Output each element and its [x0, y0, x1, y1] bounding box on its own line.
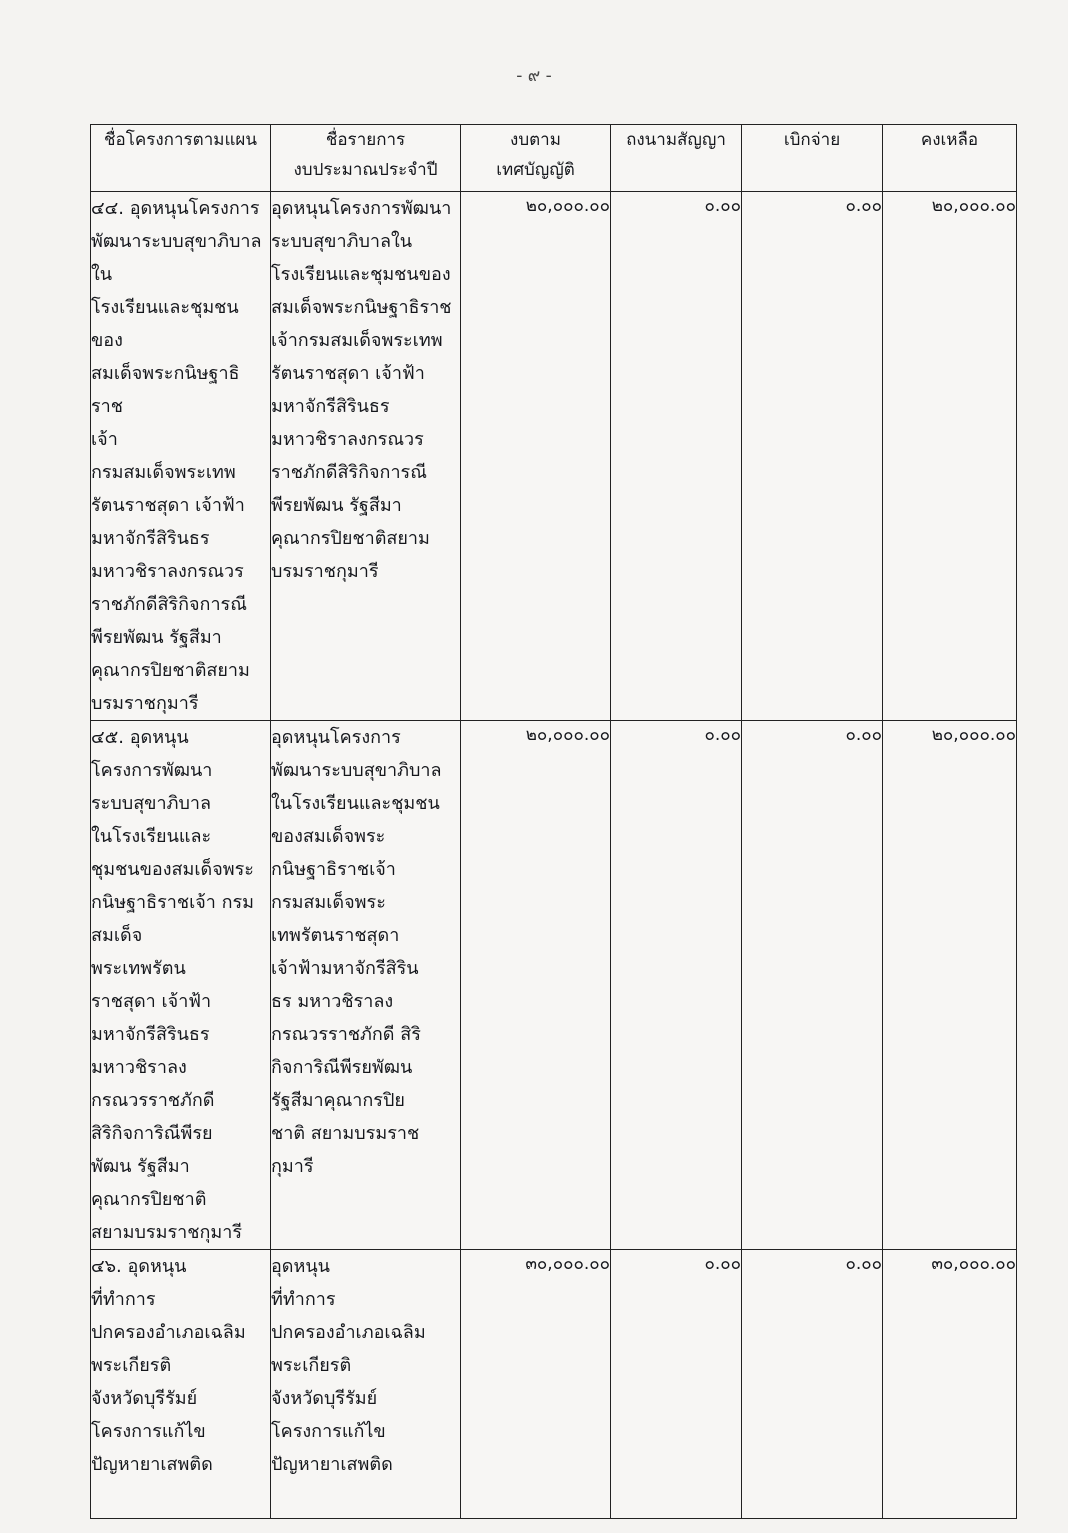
header-disbursed: เบิกจ่าย: [742, 125, 883, 192]
disbursed-cell: ๐.๐๐: [742, 192, 883, 721]
contract-cell: ๐.๐๐: [611, 1250, 742, 1519]
header-row: [91, 125, 1017, 192]
table-row: [91, 1250, 1017, 1519]
header-project-name: ชื่อโครงการตามแผน: [91, 125, 271, 192]
contract-cell: ๐.๐๐: [611, 192, 742, 721]
contract-cell: ๐.๐๐: [611, 721, 742, 1250]
header-budget-item: ชื่อรายการ งบประมาณประจำปี: [271, 125, 461, 192]
budget-item-cell: อุดหนุนโครงการพัฒนา ระบบสุขาภิบาลใน โรงเรียนและชุมชนของ สมเด็จพระกนิษฐาธิราช เจ้ากรมสมเด็จพระเทพ รัตนราชสุดา เจ้าฟ้า มหาจักรีสิรินธร มหาวชิราลงกรณวร ราชภักดีสิริกิจการณี พีรยพัฒน รัฐสีมา คุณากรปิยชาติสยาม บรมราชกุมารี: [271, 192, 461, 721]
header-remaining: คงเหลือ: [883, 125, 1017, 192]
budget-table: [90, 124, 1017, 1519]
budget-cell: ๓๐,๐๐๐.๐๐: [461, 1250, 611, 1519]
disbursed-cell: ๐.๐๐: [742, 721, 883, 1250]
header-contract: ถงนามสัญญา: [611, 125, 742, 192]
table-row: [91, 721, 1017, 1250]
budget-cell: ๒๐,๐๐๐.๐๐: [461, 192, 611, 721]
remaining-cell: ๒๐,๐๐๐.๐๐: [883, 721, 1017, 1250]
table-row: [91, 192, 1017, 721]
project-name-cell: ๔๔. อุดหนุนโครงการ พัฒนาระบบสุขาภิบาลใน โรงเรียนและชุมชนของ สมเด็จพระกนิษฐาธิราช เจ้า กรมสมเด็จพระเทพ รัตนราชสุดา เจ้าฟ้า มหาจักรีสิรินธร มหาวชิราลงกรณวร ราชภักดีสิริกิจการณี พีรยพัฒน รัฐสีมา คุณากรปิยชาติสยาม บรมราชกุมารี: [91, 192, 271, 721]
page-number: - ๙ -: [516, 66, 552, 86]
project-name-cell: ๔๕. อุดหนุน โครงการพัฒนา ระบบสุขาภิบาล ในโรงเรียนและ ชุมชนของสมเด็จพระ กนิษฐาธิราชเจ้า กรม สมเด็จ พระเทพรัตน ราชสุดา เจ้าฟ้า มหาจักรีสิรินธร มหาวชิราลง กรณวรราชภักดี สิริกิจการิณีพีรย พัฒน รัฐสีมา คุณากรปิยชาติ สยามบรมราชกุมารี: [91, 721, 271, 1250]
budget-item-cell: อุดหนุน ที่ทำการ ปกครองอำเภอเฉลิม พระเกียรติ จังหวัดบุรีรัมย์ โครงการแก้ไข ปัญหายาเสพติด: [271, 1250, 461, 1519]
header-budget: งบตาม เทศบัญญัติ: [461, 125, 611, 192]
budget-item-cell: อุดหนุนโครงการ พัฒนาระบบสุขาภิบาล ในโรงเรียนและชุมชน ของสมเด็จพระ กนิษฐาธิราชเจ้า กรมสมเด็จพระ เทพรัตนราชสุดา เจ้าฟ้ามหาจักรีสิริน ธร มหาวชิราลง กรณวรราชภักดี สิริ กิจการิณีพีรยพัฒน รัฐสีมาคุณากรปิย ชาติ สยามบรมราช กุมารี: [271, 721, 461, 1250]
budget-cell: ๒๐,๐๐๐.๐๐: [461, 721, 611, 1250]
disbursed-cell: ๐.๐๐: [742, 1250, 883, 1519]
project-name-cell: ๔๖. อุดหนุน ที่ทำการ ปกครองอำเภอเฉลิม พระเกียรติ จังหวัดบุรีรัมย์ โครงการแก้ไข ปัญหายาเสพติด: [91, 1250, 271, 1519]
remaining-cell: ๒๐,๐๐๐.๐๐: [883, 192, 1017, 721]
remaining-cell: ๓๐,๐๐๐.๐๐: [883, 1250, 1017, 1519]
